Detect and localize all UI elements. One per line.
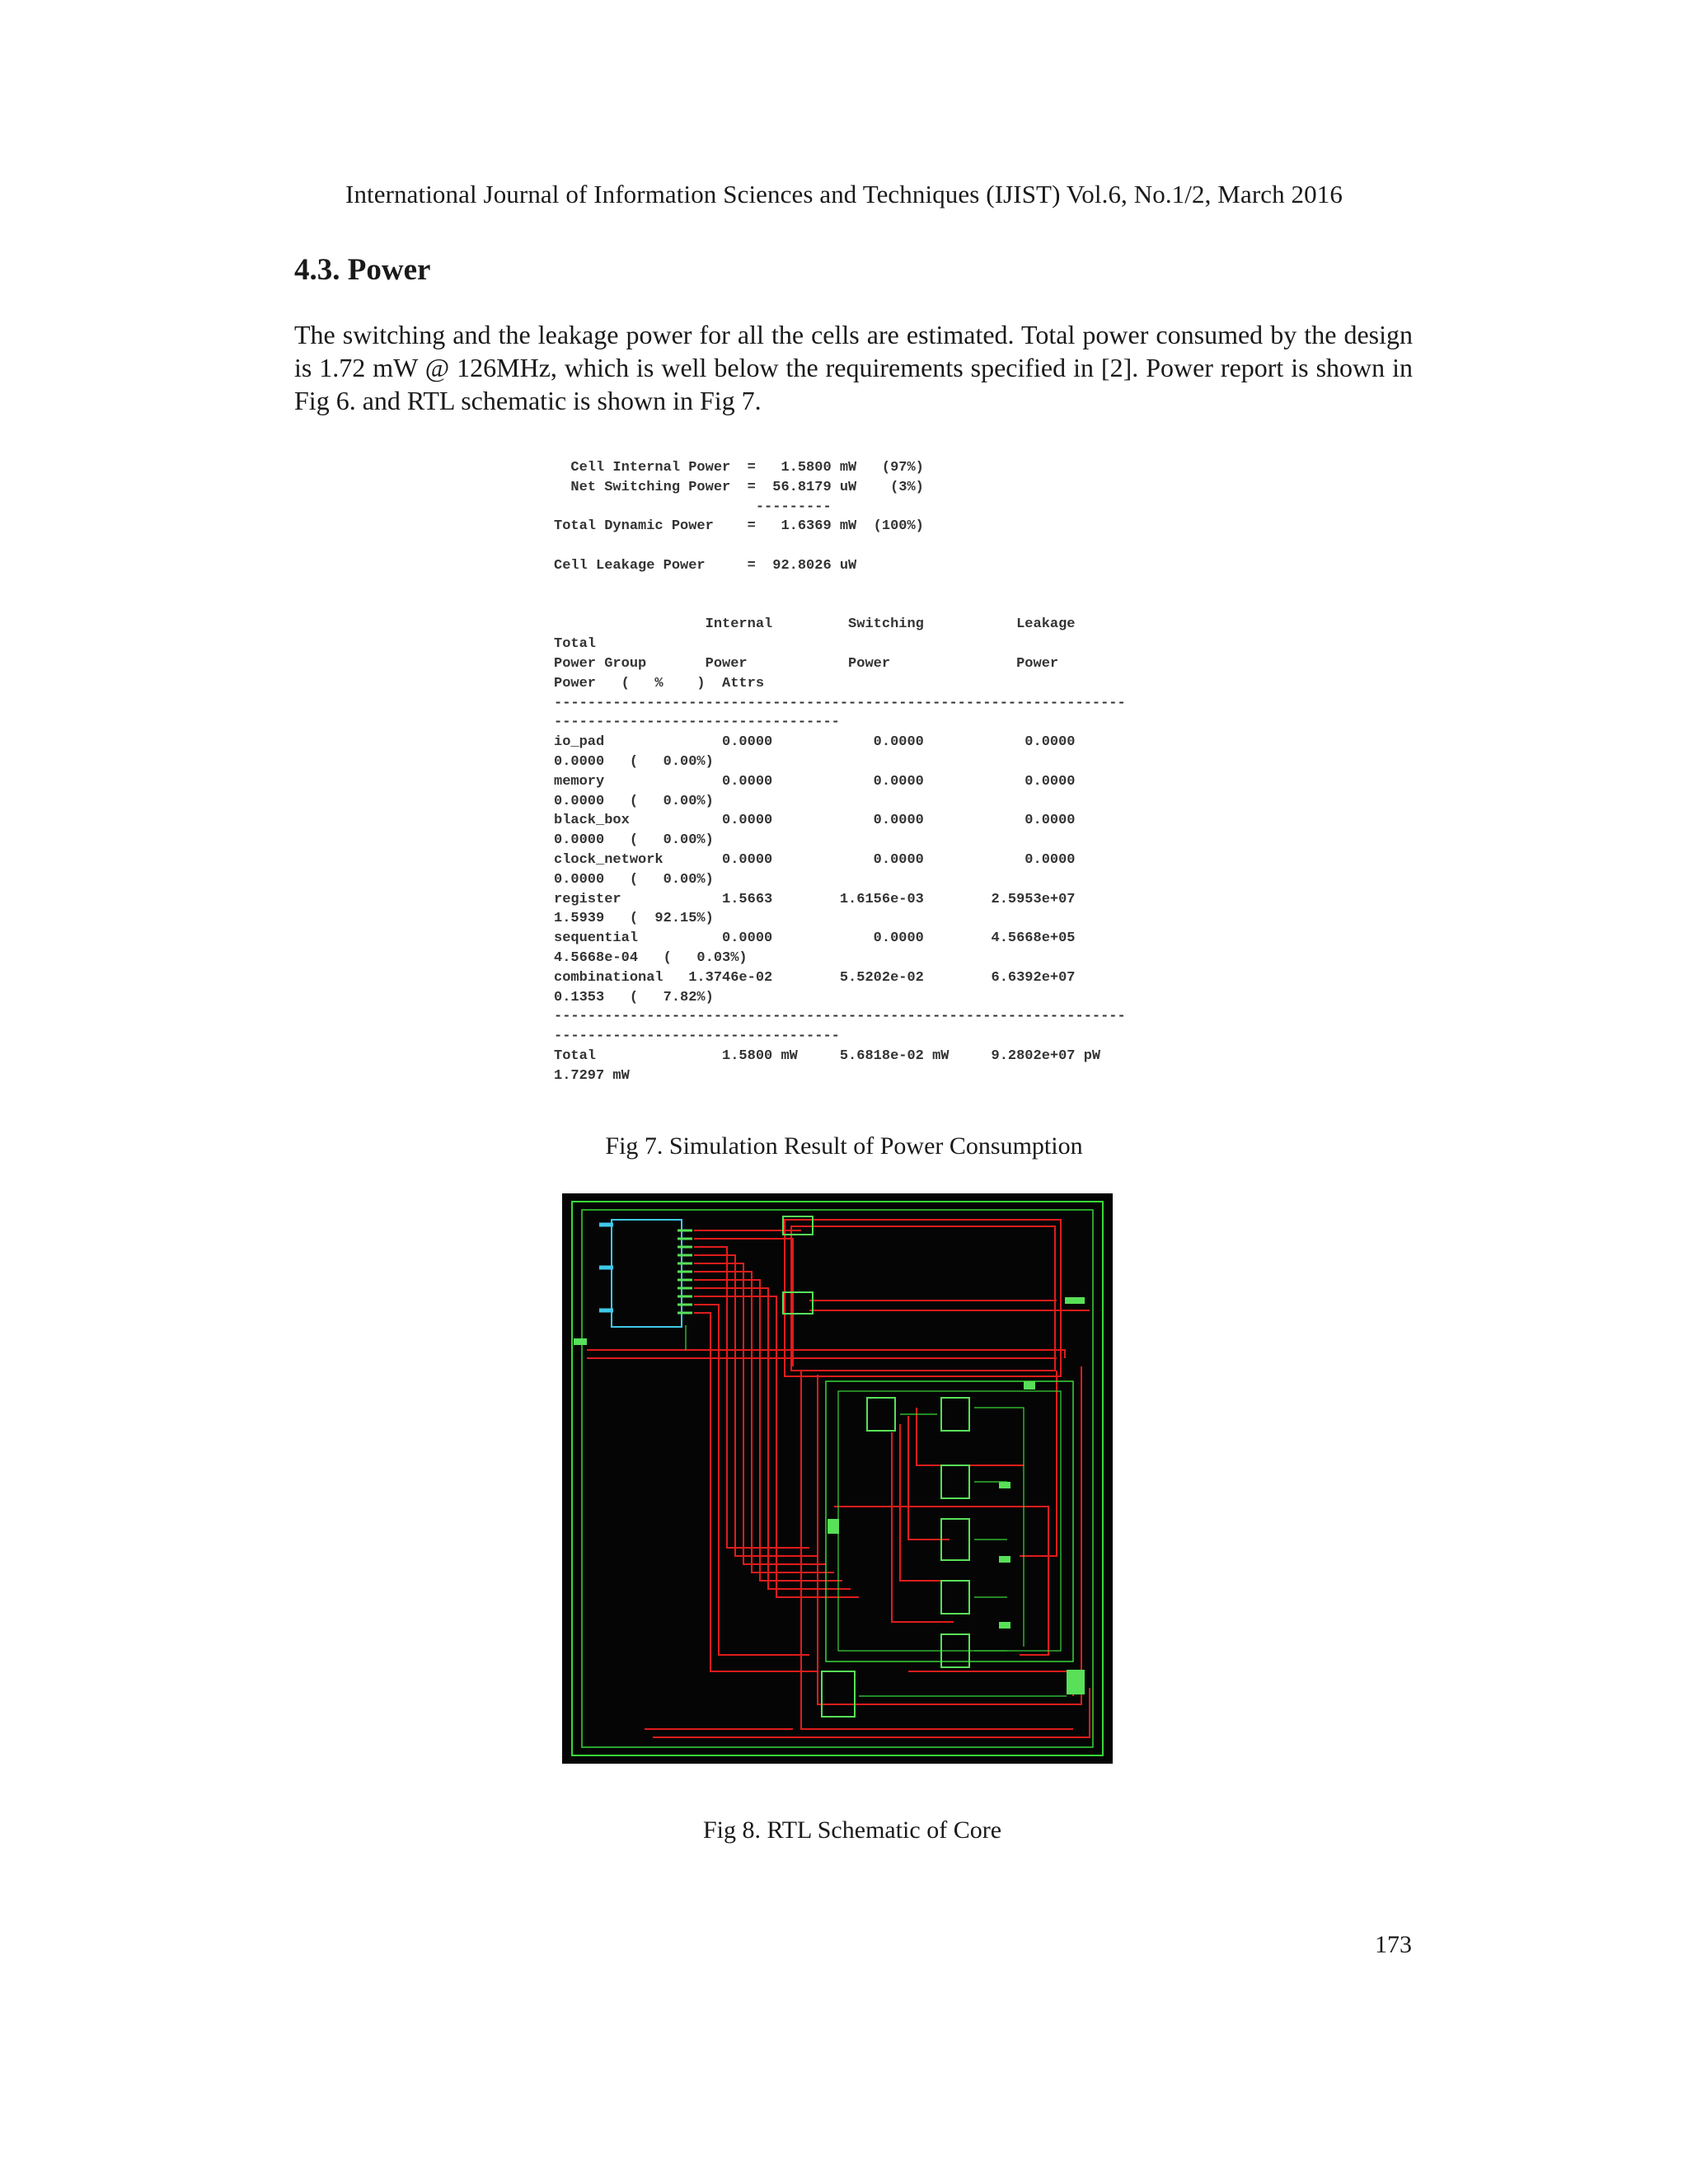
power-report-line: clock_network 0.0000 0.0000 0.0000 (554, 851, 1076, 868)
power-report-line: -------------------------------------------------------------------- (554, 1009, 1126, 1025)
power-report-line: black_box 0.0000 0.0000 0.0000 (554, 813, 1076, 829)
power-report-line: Cell Leakage Power = 92.8026 uW (554, 557, 857, 574)
running-header: International Journal of Information Sciences and Techniques (IJIST) Vol.6, No.1/2, March 2016 (345, 180, 1343, 209)
schematic-inner-border (582, 1210, 1093, 1747)
power-report-line: combinational 1.3746e-02 5.5202e-02 6.6392e+07 (554, 969, 1076, 986)
power-report-line: --------- (755, 499, 832, 515)
left-module (612, 1220, 682, 1327)
page-number: 173 (1375, 1931, 1412, 1958)
core-submodule (826, 1381, 1073, 1661)
power-report-line: 0.0000 ( 0.00%) (554, 793, 714, 809)
power-report-line: register 1.5663 1.6156e-03 2.5953e+07 (554, 891, 1076, 907)
rtl-schematic-image (562, 1193, 1113, 1764)
power-report-line: ---------------------------------- (554, 1029, 840, 1045)
power-report-line: Power ( % ) Attrs (554, 675, 765, 691)
power-report-line: ---------------------------------- (554, 715, 840, 731)
power-report-line: Net Switching Power = 56.8179 uW (3%) (570, 479, 924, 495)
power-report-line: 1.5939 ( 92.15%) (554, 911, 714, 927)
logic-blocks (783, 1216, 969, 1717)
power-report-line: Internal Switching Leakage (705, 616, 1076, 633)
power-report-line: 0.0000 ( 0.00%) (554, 753, 714, 770)
power-report-line: sequential 0.0000 0.0000 4.5668e+05 (554, 930, 1076, 947)
power-report-line: 0.0000 ( 0.00%) (554, 871, 714, 888)
power-report-line: 0.0000 ( 0.00%) (554, 832, 714, 849)
figure-8-caption: Fig 8. RTL Schematic of Core (702, 1816, 1002, 1844)
green-pads (574, 1297, 1085, 1694)
power-report-line: 0.1353 ( 7.82%) (554, 989, 714, 1005)
power-report-line: Cell Internal Power = 1.5800 mW (97%) (570, 460, 924, 476)
power-report-line: -------------------------------------------------------------------- (554, 695, 1126, 711)
power-report-listing (554, 458, 1126, 1086)
section-heading: 4.3. Power (294, 253, 431, 287)
power-report-line: Total (554, 636, 597, 653)
power-report-line: Power Group Power Power Power (554, 655, 1059, 672)
left-module-pins (678, 1230, 692, 1313)
power-report-line: Total Dynamic Power = 1.6369 mW (100%) (554, 518, 924, 535)
power-report-line: 1.7297 mW (554, 1067, 630, 1084)
figure-7-caption: Fig 7. Simulation Result of Power Consumption (605, 1132, 1083, 1160)
rtl-schematic-drawing (562, 1193, 1113, 1764)
body-paragraph: The switching and the leakage power for all the cells are estimated. Total power consumed by the design is 1.72 mW @ 126MHz, which is well below the requirements specified in [2]. Power report is shown in Fig 6. and RTL schematic is shown in Fig 7. (294, 320, 1413, 415)
power-report-line: io_pad 0.0000 0.0000 0.0000 (554, 734, 1076, 751)
power-report-line: Total 1.5800 mW 5.6818e-02 mW 9.2802e+07 pW (554, 1047, 1101, 1064)
power-report-line: 4.5668e-04 ( 0.03%) (554, 949, 748, 966)
power-report-line: memory 0.0000 0.0000 0.0000 (554, 773, 1076, 790)
